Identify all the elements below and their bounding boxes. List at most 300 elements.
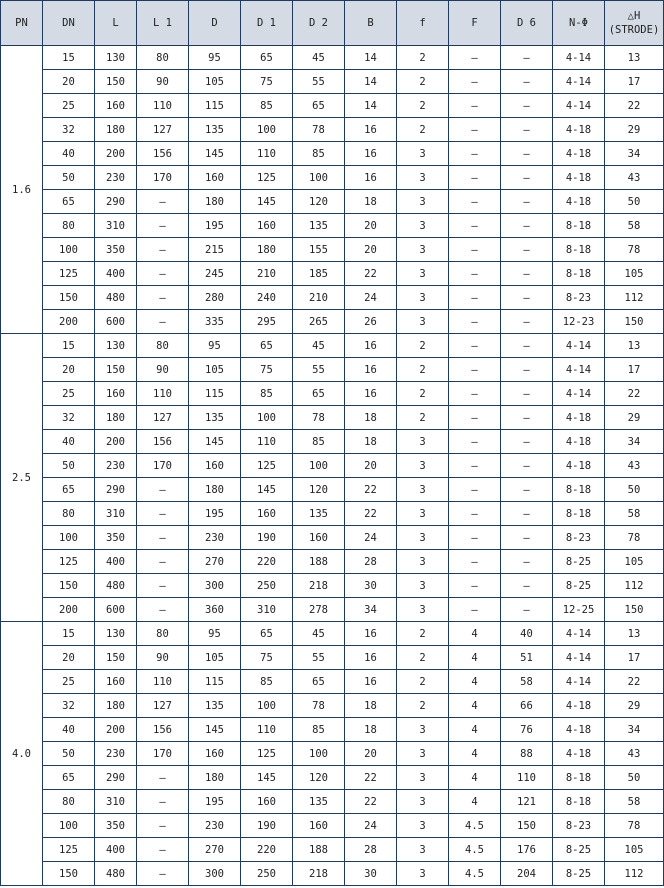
cell-n-phi: 8-18 [553, 790, 605, 814]
cell-d: 145 [189, 718, 241, 742]
cell-b: 22 [345, 478, 397, 502]
cell-l: 160 [95, 382, 137, 406]
cell-f-large: 4 [449, 742, 501, 766]
cell-d6: – [501, 358, 553, 382]
cell-dn: 125 [43, 838, 95, 862]
cell-stroke: 17 [605, 358, 664, 382]
cell-d: 95 [189, 622, 241, 646]
table-row [1, 766, 664, 790]
cell-l1: – [137, 502, 189, 526]
cell-dn: 80 [43, 502, 95, 526]
cell-d6: – [501, 262, 553, 286]
cell-l1: 110 [137, 670, 189, 694]
cell-l: 310 [95, 790, 137, 814]
cell-b: 30 [345, 862, 397, 886]
cell-b: 16 [345, 334, 397, 358]
cell-d: 245 [189, 262, 241, 286]
table-row [1, 790, 664, 814]
cell-f-large: – [449, 526, 501, 550]
header-stroke-symbol: △H [627, 10, 641, 22]
cell-b: 22 [345, 790, 397, 814]
cell-b: 20 [345, 214, 397, 238]
cell-f-large: 4 [449, 646, 501, 670]
cell-d: 280 [189, 286, 241, 310]
cell-b: 14 [345, 70, 397, 94]
cell-f-small: 3 [397, 574, 449, 598]
cell-stroke: 34 [605, 430, 664, 454]
cell-n-phi: 8-23 [553, 286, 605, 310]
cell-d2: 65 [293, 382, 345, 406]
cell-d6: 88 [501, 742, 553, 766]
cell-d: 195 [189, 502, 241, 526]
cell-n-phi: 4-14 [553, 94, 605, 118]
cell-d6: 176 [501, 838, 553, 862]
cell-l1: – [137, 550, 189, 574]
cell-d6: 150 [501, 814, 553, 838]
cell-l1: 127 [137, 694, 189, 718]
cell-l: 130 [95, 622, 137, 646]
header-pn: PN [1, 1, 43, 46]
cell-l1: – [137, 814, 189, 838]
table-row [1, 214, 664, 238]
cell-d: 95 [189, 334, 241, 358]
cell-b: 26 [345, 310, 397, 334]
cell-dn: 125 [43, 262, 95, 286]
cell-d6: – [501, 502, 553, 526]
cell-stroke: 58 [605, 790, 664, 814]
cell-f-small: 2 [397, 406, 449, 430]
pn-group-cell: 1.6 [1, 46, 43, 334]
cell-f-small: 3 [397, 526, 449, 550]
cell-l: 130 [95, 334, 137, 358]
cell-d1: 125 [241, 166, 293, 190]
cell-l1: 127 [137, 118, 189, 142]
table-row [1, 550, 664, 574]
cell-l1: 156 [137, 430, 189, 454]
cell-d2: 65 [293, 670, 345, 694]
cell-n-phi: 4-18 [553, 406, 605, 430]
cell-f-small: 2 [397, 94, 449, 118]
cell-l1: 127 [137, 406, 189, 430]
cell-n-phi: 8-18 [553, 238, 605, 262]
cell-n-phi: 12-23 [553, 310, 605, 334]
cell-f-small: 3 [397, 718, 449, 742]
cell-n-phi: 8-18 [553, 502, 605, 526]
table-row [1, 742, 664, 766]
cell-b: 28 [345, 838, 397, 862]
cell-n-phi: 4-18 [553, 742, 605, 766]
cell-d: 95 [189, 46, 241, 70]
cell-l1: – [137, 574, 189, 598]
cell-l1: 80 [137, 46, 189, 70]
cell-f-large: – [449, 430, 501, 454]
cell-d1: 85 [241, 670, 293, 694]
cell-stroke: 29 [605, 406, 664, 430]
cell-n-phi: 4-14 [553, 670, 605, 694]
cell-n-phi: 4-14 [553, 334, 605, 358]
table-row [1, 142, 664, 166]
cell-n-phi: 4-18 [553, 142, 605, 166]
cell-d6: – [501, 286, 553, 310]
cell-d1: 160 [241, 790, 293, 814]
cell-f-large: – [449, 214, 501, 238]
cell-d: 135 [189, 406, 241, 430]
cell-f-large: – [449, 190, 501, 214]
cell-n-phi: 4-14 [553, 382, 605, 406]
table-row [1, 622, 664, 646]
cell-b: 34 [345, 598, 397, 622]
cell-l: 310 [95, 502, 137, 526]
cell-f-small: 3 [397, 238, 449, 262]
cell-dn: 32 [43, 118, 95, 142]
cell-d1: 100 [241, 694, 293, 718]
cell-dn: 25 [43, 382, 95, 406]
cell-b: 18 [345, 406, 397, 430]
cell-d1: 100 [241, 118, 293, 142]
cell-n-phi: 4-14 [553, 70, 605, 94]
cell-d6: – [501, 526, 553, 550]
cell-b: 20 [345, 454, 397, 478]
cell-d6: – [501, 478, 553, 502]
cell-l: 350 [95, 526, 137, 550]
cell-f-large: – [449, 574, 501, 598]
cell-dn: 32 [43, 694, 95, 718]
table-row [1, 286, 664, 310]
header-row [1, 1, 664, 46]
cell-l: 600 [95, 310, 137, 334]
cell-l: 350 [95, 814, 137, 838]
cell-l: 150 [95, 70, 137, 94]
cell-stroke: 50 [605, 190, 664, 214]
table-row [1, 406, 664, 430]
cell-n-phi: 4-18 [553, 118, 605, 142]
cell-f-small: 2 [397, 46, 449, 70]
cell-dn: 150 [43, 286, 95, 310]
cell-b: 18 [345, 694, 397, 718]
cell-d2: 120 [293, 478, 345, 502]
table-row [1, 838, 664, 862]
cell-dn: 200 [43, 598, 95, 622]
cell-d2: 155 [293, 238, 345, 262]
cell-l1: – [137, 286, 189, 310]
cell-l1: 156 [137, 142, 189, 166]
cell-d2: 265 [293, 310, 345, 334]
cell-d6: – [501, 382, 553, 406]
cell-b: 22 [345, 502, 397, 526]
cell-dn: 25 [43, 670, 95, 694]
cell-d2: 160 [293, 814, 345, 838]
table-row [1, 190, 664, 214]
cell-b: 16 [345, 118, 397, 142]
cell-d: 145 [189, 430, 241, 454]
cell-d: 215 [189, 238, 241, 262]
cell-f-large: – [449, 142, 501, 166]
cell-d1: 125 [241, 454, 293, 478]
cell-d: 105 [189, 646, 241, 670]
header-l: L [95, 1, 137, 46]
cell-d6: – [501, 94, 553, 118]
cell-d: 300 [189, 862, 241, 886]
cell-b: 22 [345, 262, 397, 286]
cell-d1: 75 [241, 646, 293, 670]
cell-f-small: 3 [397, 742, 449, 766]
cell-f-large: – [449, 310, 501, 334]
cell-b: 16 [345, 382, 397, 406]
header-stroke [605, 1, 664, 46]
cell-f-small: 3 [397, 790, 449, 814]
cell-n-phi: 12-25 [553, 598, 605, 622]
cell-l: 150 [95, 358, 137, 382]
cell-d: 230 [189, 814, 241, 838]
cell-d1: 145 [241, 478, 293, 502]
cell-d1: 110 [241, 430, 293, 454]
cell-dn: 15 [43, 334, 95, 358]
cell-d: 335 [189, 310, 241, 334]
cell-d1: 220 [241, 838, 293, 862]
cell-f-large: – [449, 94, 501, 118]
cell-d2: 100 [293, 454, 345, 478]
cell-d1: 100 [241, 406, 293, 430]
cell-dn: 40 [43, 142, 95, 166]
cell-l: 290 [95, 766, 137, 790]
cell-b: 24 [345, 526, 397, 550]
table-row [1, 454, 664, 478]
table-row [1, 814, 664, 838]
cell-stroke: 43 [605, 454, 664, 478]
cell-dn: 15 [43, 46, 95, 70]
cell-f-small: 3 [397, 190, 449, 214]
cell-l1: 170 [137, 742, 189, 766]
cell-d1: 110 [241, 142, 293, 166]
cell-l1: – [137, 526, 189, 550]
cell-f-large: – [449, 334, 501, 358]
cell-f-small: 3 [397, 454, 449, 478]
cell-dn: 50 [43, 742, 95, 766]
cell-b: 30 [345, 574, 397, 598]
cell-d2: 160 [293, 526, 345, 550]
cell-dn: 100 [43, 238, 95, 262]
cell-f-small: 3 [397, 478, 449, 502]
cell-d6: – [501, 118, 553, 142]
cell-d2: 85 [293, 718, 345, 742]
cell-l1: – [137, 766, 189, 790]
header-f-small: f [397, 1, 449, 46]
cell-l: 400 [95, 550, 137, 574]
cell-l: 200 [95, 718, 137, 742]
cell-l1: – [137, 790, 189, 814]
header-f-large: F [449, 1, 501, 46]
cell-f-large: – [449, 70, 501, 94]
table-row [1, 166, 664, 190]
cell-dn: 20 [43, 646, 95, 670]
cell-f-large: – [449, 46, 501, 70]
cell-l: 200 [95, 142, 137, 166]
cell-d6: – [501, 598, 553, 622]
cell-dn: 80 [43, 214, 95, 238]
cell-d6: – [501, 70, 553, 94]
cell-d2: 65 [293, 94, 345, 118]
header-stroke-label: (STRODE) [608, 24, 660, 36]
cell-d1: 180 [241, 238, 293, 262]
table-row [1, 310, 664, 334]
cell-f-small: 2 [397, 118, 449, 142]
cell-d1: 75 [241, 358, 293, 382]
cell-d2: 78 [293, 118, 345, 142]
cell-f-small: 2 [397, 670, 449, 694]
cell-f-large: 4.5 [449, 862, 501, 886]
header-n-phi: N-Φ [553, 1, 605, 46]
cell-stroke: 112 [605, 862, 664, 886]
cell-f-small: 3 [397, 262, 449, 286]
cell-l: 290 [95, 478, 137, 502]
cell-stroke: 78 [605, 526, 664, 550]
header-l1: L 1 [137, 1, 189, 46]
cell-l: 180 [95, 694, 137, 718]
cell-dn: 15 [43, 622, 95, 646]
cell-d2: 188 [293, 838, 345, 862]
cell-d6: 204 [501, 862, 553, 886]
cell-l: 600 [95, 598, 137, 622]
cell-d1: 190 [241, 814, 293, 838]
cell-n-phi: 8-25 [553, 550, 605, 574]
cell-dn: 125 [43, 550, 95, 574]
cell-d: 145 [189, 142, 241, 166]
cell-d2: 135 [293, 214, 345, 238]
cell-dn: 50 [43, 454, 95, 478]
cell-b: 18 [345, 718, 397, 742]
cell-f-small: 2 [397, 70, 449, 94]
cell-b: 16 [345, 670, 397, 694]
table-row [1, 862, 664, 886]
cell-l1: 90 [137, 646, 189, 670]
cell-f-small: 2 [397, 334, 449, 358]
table-row [1, 118, 664, 142]
cell-l: 400 [95, 262, 137, 286]
cell-d2: 135 [293, 502, 345, 526]
cell-l1: 90 [137, 358, 189, 382]
cell-stroke: 22 [605, 94, 664, 118]
cell-l: 230 [95, 742, 137, 766]
cell-n-phi: 8-23 [553, 526, 605, 550]
cell-b: 18 [345, 190, 397, 214]
cell-l1: – [137, 238, 189, 262]
cell-b: 16 [345, 142, 397, 166]
cell-l1: 80 [137, 622, 189, 646]
cell-d: 105 [189, 70, 241, 94]
cell-b: 16 [345, 622, 397, 646]
cell-d: 115 [189, 382, 241, 406]
cell-d2: 55 [293, 70, 345, 94]
header-dn: DN [43, 1, 95, 46]
table-row [1, 262, 664, 286]
cell-d1: 145 [241, 766, 293, 790]
cell-dn: 50 [43, 166, 95, 190]
cell-n-phi: 8-18 [553, 766, 605, 790]
cell-dn: 25 [43, 94, 95, 118]
cell-d2: 120 [293, 766, 345, 790]
table-row [1, 502, 664, 526]
cell-f-small: 3 [397, 838, 449, 862]
cell-l: 130 [95, 46, 137, 70]
cell-stroke: 112 [605, 286, 664, 310]
cell-stroke: 34 [605, 718, 664, 742]
cell-l: 150 [95, 646, 137, 670]
cell-f-small: 3 [397, 862, 449, 886]
cell-n-phi: 8-25 [553, 862, 605, 886]
cell-d6: 40 [501, 622, 553, 646]
cell-f-large: – [449, 358, 501, 382]
cell-d1: 145 [241, 190, 293, 214]
cell-l: 480 [95, 574, 137, 598]
cell-d6: – [501, 214, 553, 238]
cell-f-large: – [449, 262, 501, 286]
cell-stroke: 29 [605, 118, 664, 142]
cell-l: 480 [95, 862, 137, 886]
cell-d1: 85 [241, 94, 293, 118]
cell-l1: – [137, 262, 189, 286]
cell-dn: 65 [43, 478, 95, 502]
cell-b: 22 [345, 766, 397, 790]
cell-l1: 80 [137, 334, 189, 358]
cell-stroke: 17 [605, 70, 664, 94]
cell-stroke: 58 [605, 214, 664, 238]
cell-n-phi: 8-25 [553, 574, 605, 598]
cell-b: 14 [345, 94, 397, 118]
cell-f-small: 3 [397, 310, 449, 334]
cell-d1: 160 [241, 214, 293, 238]
cell-d2: 45 [293, 46, 345, 70]
cell-d6: – [501, 334, 553, 358]
cell-d2: 55 [293, 646, 345, 670]
cell-b: 20 [345, 238, 397, 262]
cell-stroke: 50 [605, 766, 664, 790]
cell-d2: 120 [293, 190, 345, 214]
cell-l1: – [137, 190, 189, 214]
cell-d1: 125 [241, 742, 293, 766]
cell-d1: 75 [241, 70, 293, 94]
cell-n-phi: 8-18 [553, 478, 605, 502]
cell-f-large: 4 [449, 718, 501, 742]
cell-d6: 121 [501, 790, 553, 814]
cell-l: 290 [95, 190, 137, 214]
cell-n-phi: 8-18 [553, 262, 605, 286]
table-row [1, 382, 664, 406]
cell-d2: 45 [293, 622, 345, 646]
cell-d2: 185 [293, 262, 345, 286]
cell-l1: 170 [137, 454, 189, 478]
cell-b: 16 [345, 646, 397, 670]
cell-dn: 40 [43, 430, 95, 454]
cell-f-large: 4 [449, 694, 501, 718]
cell-d: 160 [189, 742, 241, 766]
cell-d2: 85 [293, 430, 345, 454]
cell-stroke: 105 [605, 550, 664, 574]
cell-d: 180 [189, 478, 241, 502]
cell-stroke: 13 [605, 622, 664, 646]
cell-d2: 188 [293, 550, 345, 574]
cell-d: 360 [189, 598, 241, 622]
cell-l: 350 [95, 238, 137, 262]
cell-f-small: 2 [397, 382, 449, 406]
cell-stroke: 13 [605, 46, 664, 70]
cell-stroke: 78 [605, 814, 664, 838]
cell-b: 18 [345, 430, 397, 454]
cell-d6: – [501, 454, 553, 478]
cell-l1: – [137, 478, 189, 502]
cell-f-small: 2 [397, 622, 449, 646]
cell-d2: 100 [293, 166, 345, 190]
cell-b: 14 [345, 46, 397, 70]
